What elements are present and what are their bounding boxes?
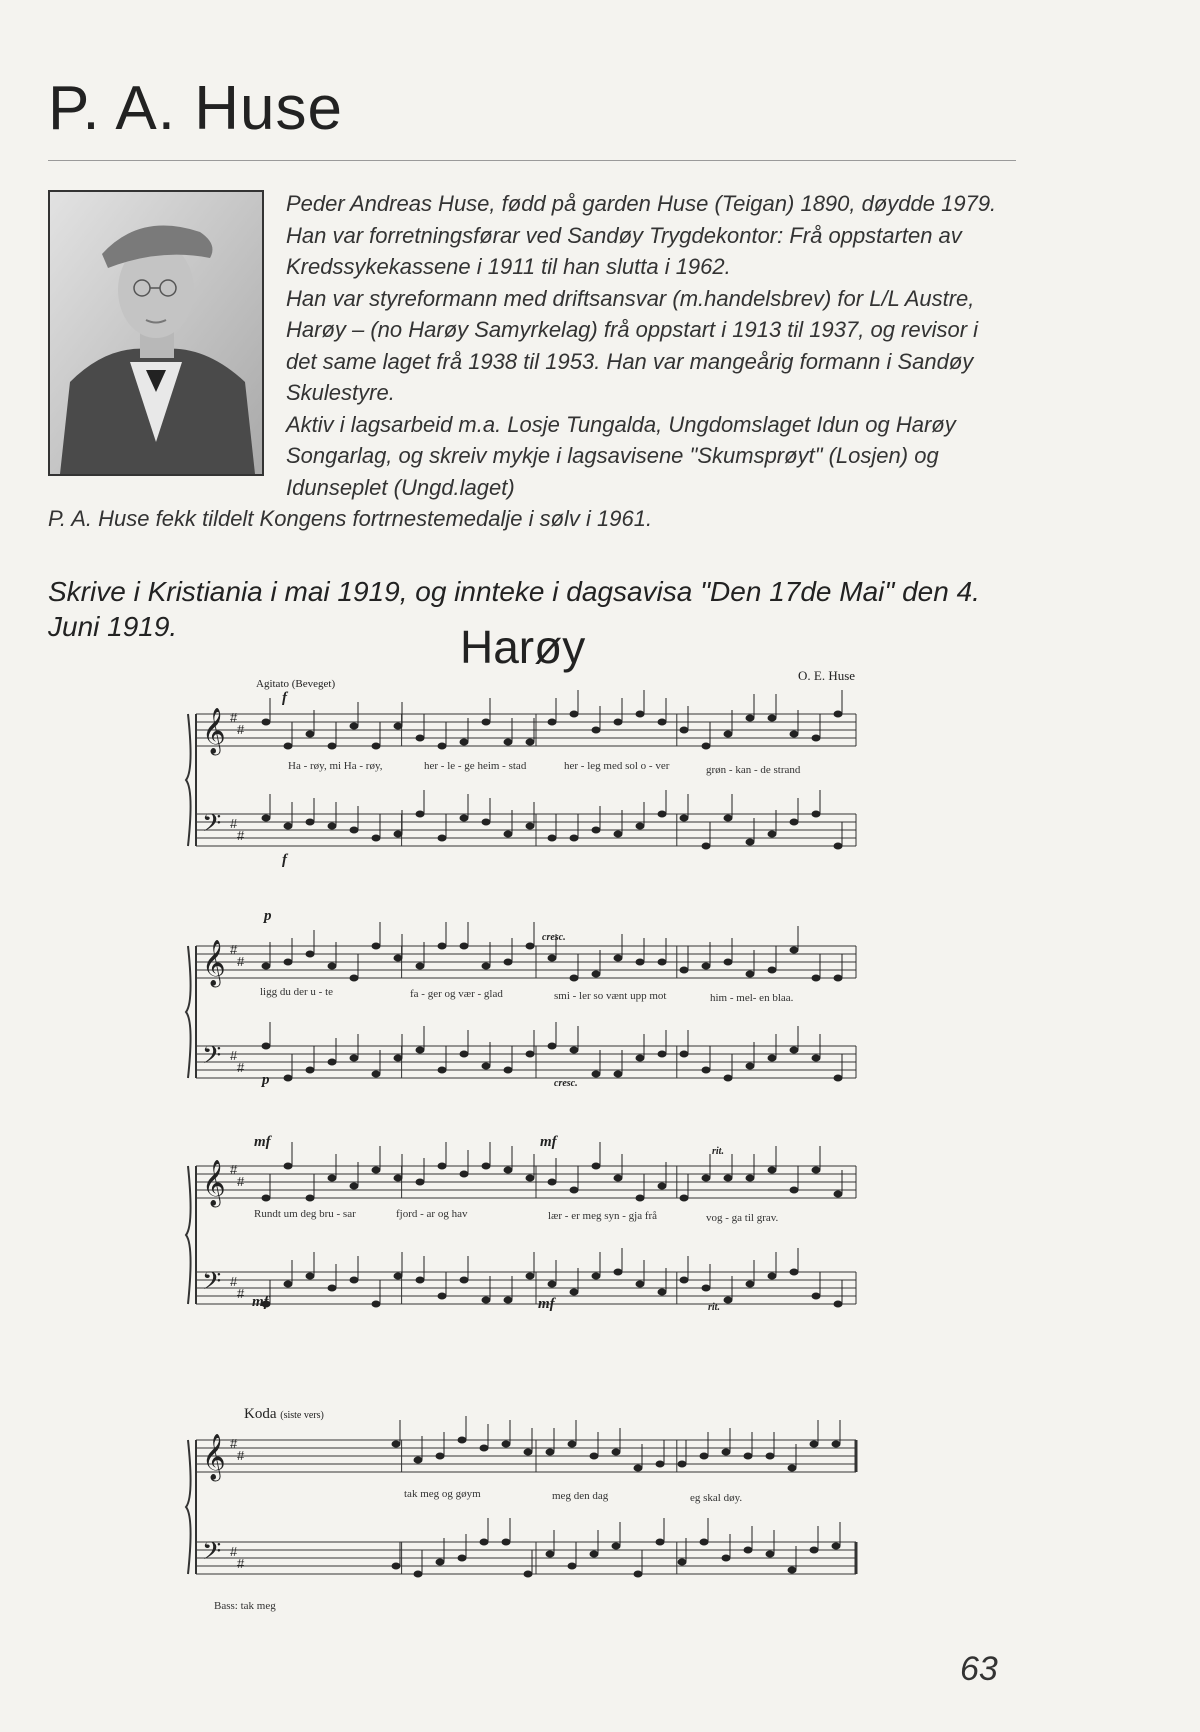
lyric-text: tak meg og gøym	[404, 1488, 481, 1500]
lyric-text: him - mel- en blaa.	[710, 992, 794, 1004]
dynamic-mark: mf	[254, 1134, 271, 1150]
staff-graphic	[196, 1420, 866, 1590]
lyric-text: her - leg med sol o - ver	[564, 760, 670, 772]
treble-clef: 𝄞	[202, 708, 226, 754]
bass-clef: 𝄢	[202, 1267, 222, 1302]
sharp-sign: #	[230, 816, 238, 831]
sharp-sign: #	[237, 1556, 245, 1571]
bass-clef: 𝄢	[202, 1537, 222, 1572]
sharp-sign: #	[230, 1436, 238, 1451]
music-system-3	[196, 1146, 866, 1316]
bass-lyric: Bass: tak meg	[214, 1600, 276, 1612]
sharp-sign: #	[230, 1544, 238, 1559]
bio-paragraph: Aktiv i lagsarbeid m.a. Losje Tungalda, Ungdomslaget Idun og Harøy Songarlag, og skreiv mykje i lagsavisene "Skumsprøyt" (Losjen) og Idunseplet (Ungd.laget)	[286, 411, 956, 500]
koda-note: (siste vers)	[280, 1410, 324, 1421]
note-heads	[262, 1142, 842, 1307]
lyric-text: lær - er meg syn - gja frå	[548, 1210, 658, 1222]
lyric-text: Rundt um deg bru - sar	[254, 1208, 356, 1220]
koda-title: Koda	[244, 1406, 277, 1422]
title-rule	[48, 160, 1016, 161]
music-system-2	[196, 920, 866, 1090]
treble-clef: 𝄞	[202, 940, 226, 986]
music-system-4	[196, 1420, 866, 1590]
biography	[48, 188, 1008, 535]
sharp-sign: #	[230, 1162, 238, 1177]
lyric-text: fa - ger og vær - glad	[410, 988, 503, 1000]
staff-graphic	[196, 1146, 866, 1316]
dynamic-mark: f	[282, 690, 287, 706]
lyric-text: eg skal døy.	[690, 1492, 743, 1504]
sharp-sign: #	[237, 954, 245, 969]
dynamic-mark: p	[262, 1072, 270, 1088]
sharp-sign: #	[237, 1174, 245, 1189]
expression-mark: rit.	[708, 1302, 720, 1313]
staff-graphic	[196, 920, 866, 1090]
bio-paragraph: P. A. Huse fekk tildelt Kongens fortrnestemedalje i sølv i 1961.	[48, 506, 653, 531]
sharp-sign: #	[230, 710, 238, 725]
composer: O. E. Huse	[798, 668, 856, 683]
bass-clef: 𝄢	[202, 1041, 222, 1076]
bio-paragraph: Han var styreformann med driftsansvar (m.handelsbrev) for L/L Austre, Harøy – (no Harøy Samyrkelag) frå oppstart i 1913 til 1937, og revisor i det same laget frå 1938 til 1953. Han var mangeårig formann i Sandøy Skulestyre.	[286, 285, 979, 405]
tempo-marking: Agitato (Beveget)	[256, 678, 336, 690]
sharp-sign: #	[230, 1048, 238, 1063]
lyric-text: fjord - ar og hav	[396, 1208, 468, 1220]
lyric-text: Ha - røy, mi Ha - røy,	[288, 760, 383, 772]
bio-paragraph: Peder Andreas Huse, fødd på garden Huse (Teigan) 1890, døydde 1979.	[286, 191, 997, 216]
lyric-text: her - le - ge heim - stad	[424, 760, 527, 772]
song-title: Harøy	[460, 621, 586, 673]
music-system-1	[196, 700, 866, 870]
sharp-sign: #	[230, 1274, 238, 1289]
sharp-sign: #	[237, 1060, 245, 1075]
staff-lines	[186, 1440, 856, 1574]
expression-mark: rit.	[712, 1146, 724, 1157]
staff-lines	[186, 946, 856, 1078]
treble-clef: 𝄞	[202, 1160, 226, 1206]
sharp-sign: #	[237, 1286, 245, 1301]
staff-graphic	[196, 700, 866, 870]
dynamic-mark: f	[282, 852, 287, 868]
bio-paragraph: Han var forretningsførar ved Sandøy Trygdekontor: Frå oppstarten av Kredssykekassene i 1911 til han slutta i 1962.	[286, 222, 962, 279]
lyric-text: meg den dag	[552, 1490, 609, 1502]
dynamic-mark: mf	[252, 1294, 269, 1310]
sharp-sign: #	[237, 1448, 245, 1463]
page-number: 63	[960, 1650, 998, 1688]
page-title: P. A. Huse	[48, 74, 343, 143]
sharp-sign: #	[230, 942, 238, 957]
expression-mark: cresc.	[554, 1078, 578, 1089]
lyric-text: vog - ga til grav.	[706, 1212, 779, 1224]
dynamic-mark: mf	[538, 1296, 555, 1312]
bass-clef: 𝄢	[202, 809, 222, 844]
photo-spacer	[48, 188, 286, 478]
lyric-text: grøn - kan - de strand	[706, 764, 801, 776]
lyric-text: smi - ler so vænt upp mot	[554, 990, 667, 1002]
dynamic-mark: mf	[540, 1134, 557, 1150]
expression-mark: cresc.	[542, 932, 566, 943]
intro-heading: Skrive i Kristiania i mai 1919, og innteke i dagsavisa "Den 17de Mai" den 4. Juni 1919.	[48, 576, 980, 642]
sharp-sign: #	[237, 828, 245, 843]
lyric-text: ligg du der u - te	[260, 986, 334, 998]
treble-clef: 𝄞	[202, 1434, 226, 1480]
dynamic-mark: p	[264, 908, 272, 924]
sharp-sign: #	[237, 722, 245, 737]
